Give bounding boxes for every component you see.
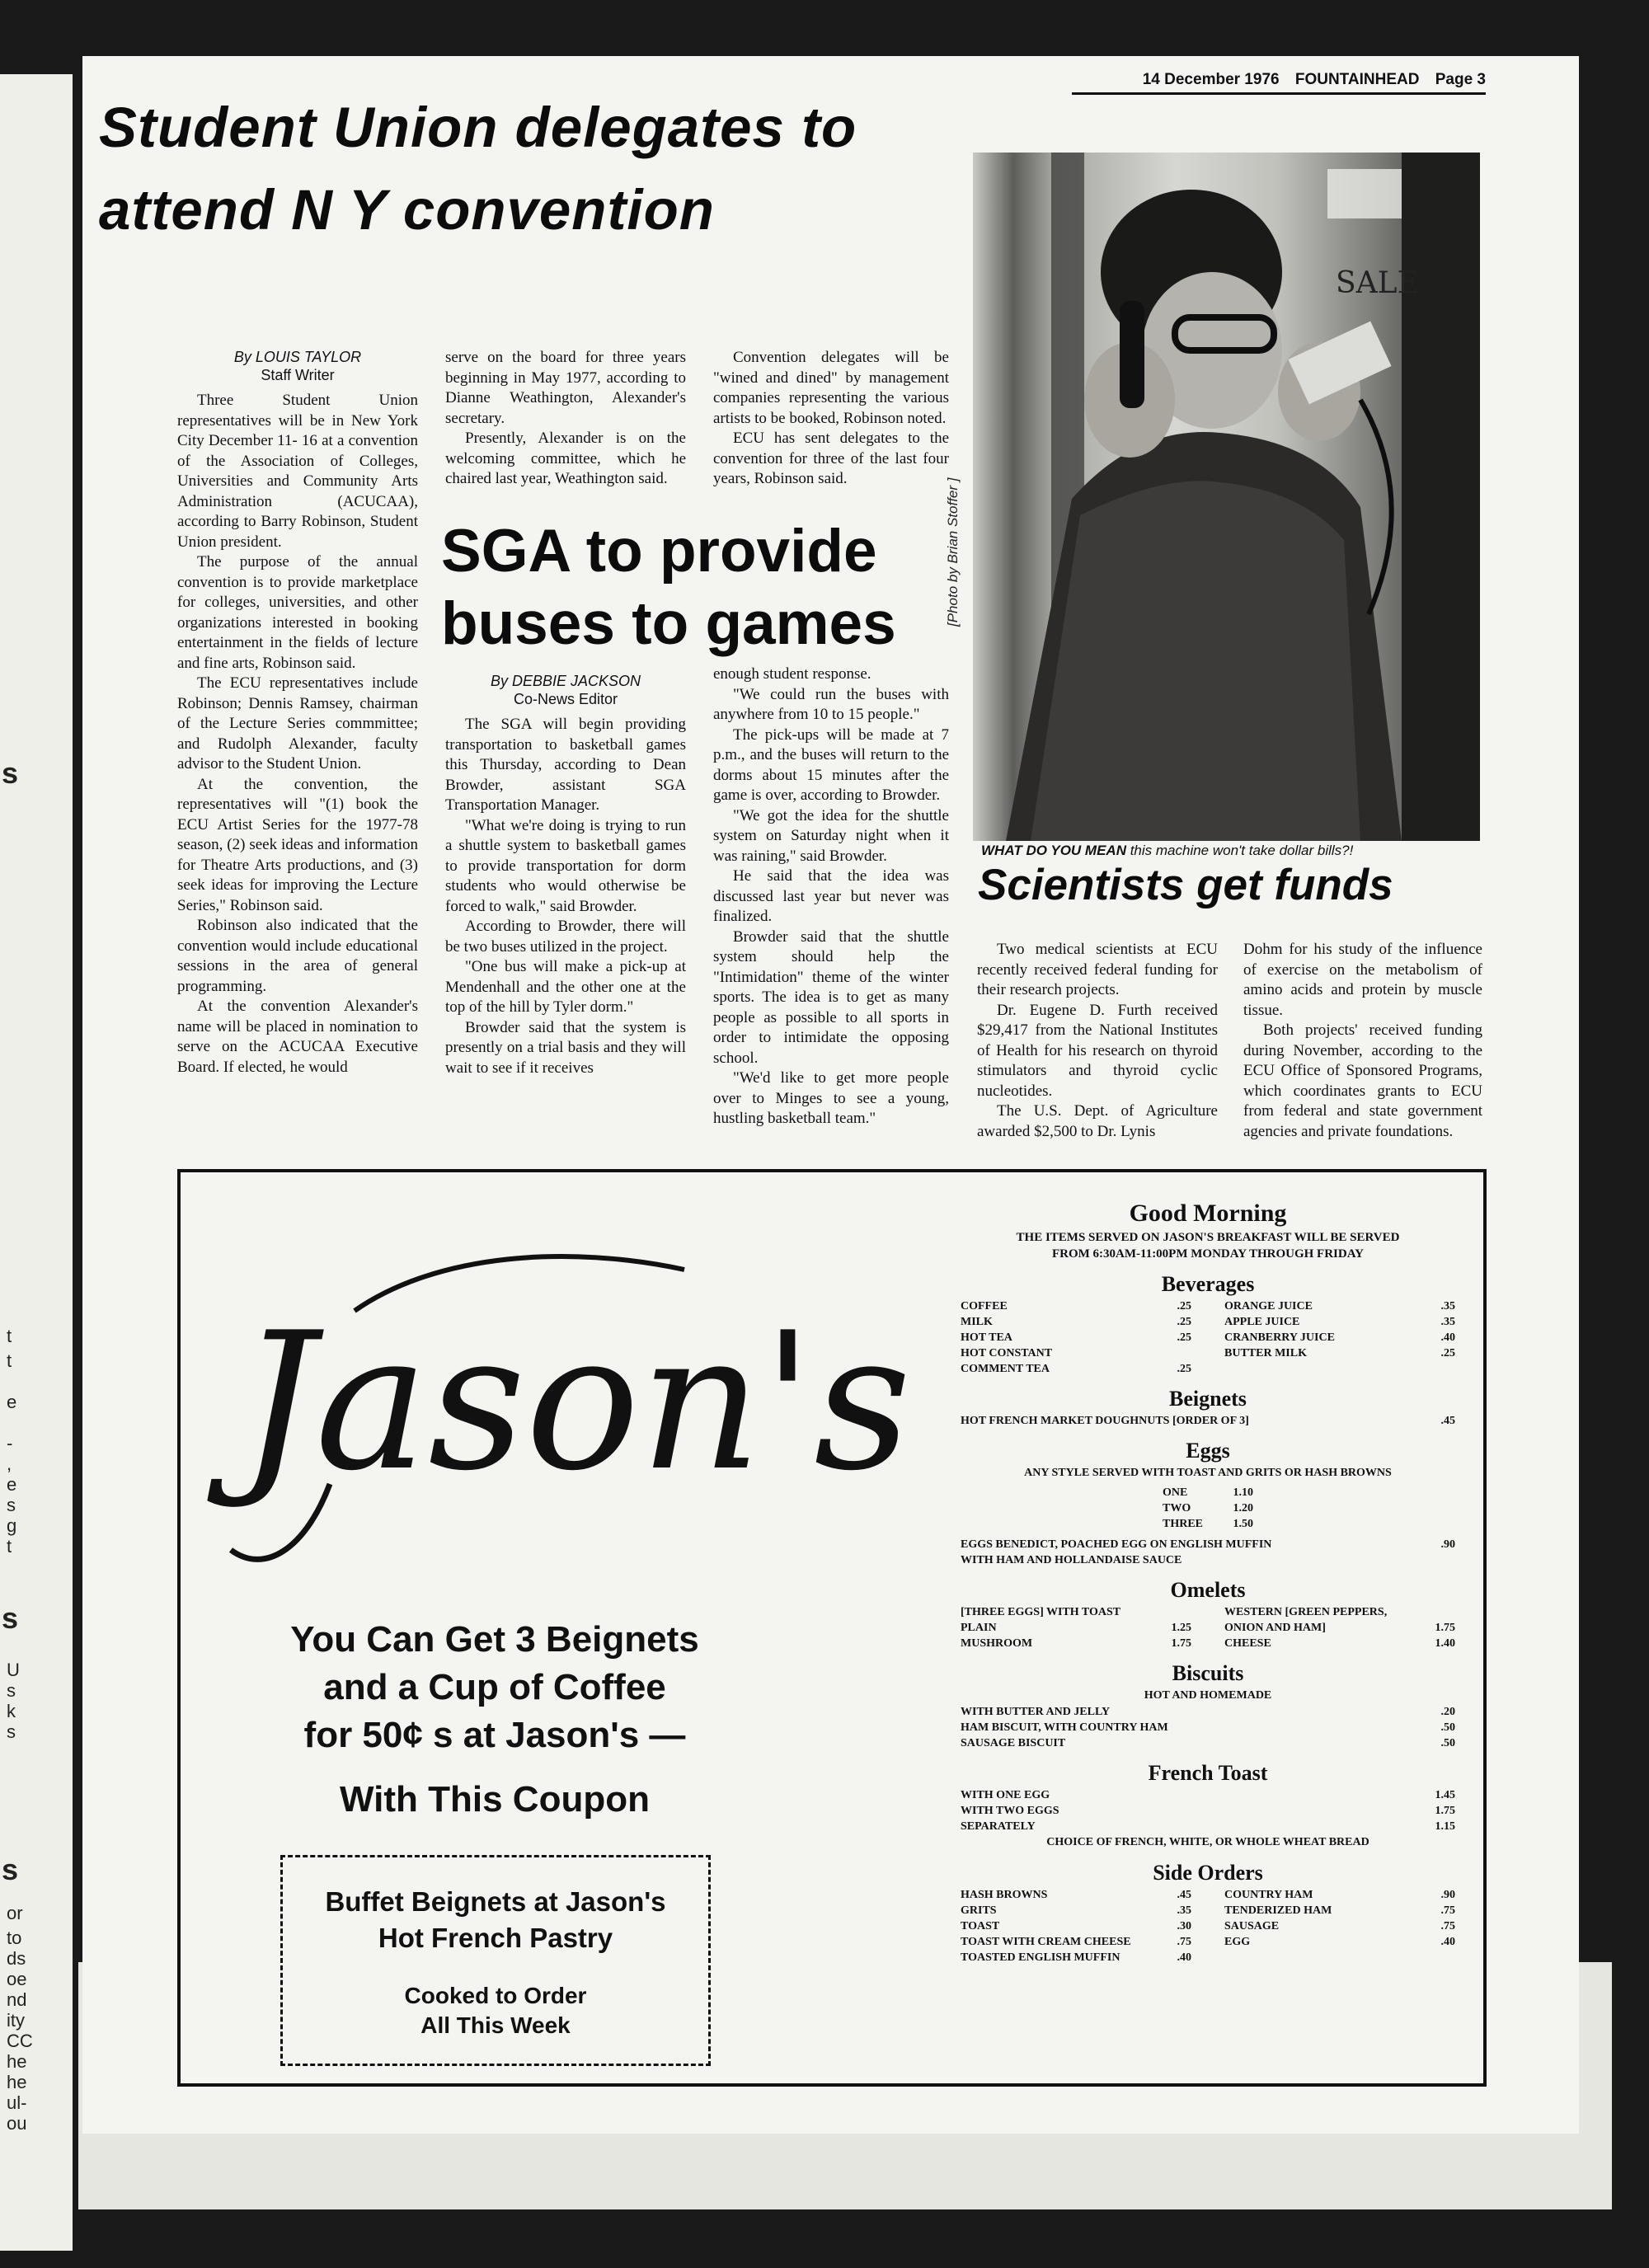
menu-item bbox=[961, 1735, 1455, 1751]
menu-item-name: TOASTED ENGLISH MUFFIN bbox=[961, 1951, 1120, 1964]
menu-item-price: 1.45 bbox=[1435, 1789, 1455, 1801]
union-paragraph: The purpose of the annual convention is to provide marketplace for colleges, universities, and other organizations interested in booking entertainment in the fields of lecture and fine arts, Robinson said. bbox=[177, 553, 418, 672]
menu-item-price: 1.50 bbox=[1233, 1518, 1253, 1530]
benedict-line: EGGS BENEDICT, POACHED EGG ON ENGLISH MUFFIN bbox=[961, 1538, 1272, 1551]
menu-item bbox=[961, 1620, 1191, 1636]
edge-fragment: or bbox=[7, 1903, 23, 1923]
masthead bbox=[1072, 71, 1486, 95]
masthead-date: 14 December 1976 bbox=[1142, 71, 1280, 88]
edge-fragment: ds bbox=[7, 1948, 26, 1969]
menu-item-price: 1.15 bbox=[1435, 1820, 1455, 1833]
menu-item bbox=[1224, 1314, 1455, 1330]
union-paragraph: At the convention, the representatives will "(1) book the ECU Artist Series for the 1977-78 season, (2) seek ideas and information for Theatre Arts productions, and (3) seek ideas for improving the Lecture Series," Robinson said. bbox=[177, 775, 418, 914]
edge-fragment: U bbox=[7, 1660, 20, 1680]
menu-item-name: SAUSAGE BISCUIT bbox=[961, 1737, 1066, 1749]
menu-item bbox=[961, 1787, 1455, 1803]
menu-item-name: GRITS bbox=[961, 1904, 997, 1917]
jasons-logo bbox=[223, 1220, 912, 1599]
eggs-subtitle: ANY STYLE SERVED WITH TOAST AND GRITS OR HASH BROWNS bbox=[1024, 1467, 1392, 1479]
side-orders-left bbox=[961, 1887, 1191, 1965]
menu-note: THE ITEMS SERVED ON JASON'S BREAKFAST WILL BE SERVED bbox=[1016, 1231, 1400, 1244]
menu-item-name: PLAIN bbox=[961, 1622, 997, 1634]
menu-item-name bbox=[961, 1537, 1271, 1568]
photo-caption bbox=[981, 843, 1476, 859]
menu-item-name: COFFEE bbox=[961, 1300, 1008, 1312]
sci-paragraph: Dr. Eugene D. Furth received $29,417 from the National Institutes of Health for his research on thyroid stimulators and thyroid cyclic nucleotides. bbox=[977, 1001, 1218, 1100]
union-paragraph: The ECU representatives include Robinson; Dennis Ramsey, chairman of the Lecture Series commmittee; and Rudolph Alexander, faculty advisor to the Student Union. bbox=[177, 674, 418, 772]
omelets-list bbox=[961, 1604, 1455, 1651]
sci-column-2 bbox=[1243, 940, 1482, 1142]
french-toast-note: CHOICE OF FRENCH, WHITE, OR WHOLE WHEAT BREAD bbox=[1046, 1836, 1369, 1848]
union-paragraph: Convention delegates will be "wined and dined" by management companies representing the various artists to be booked, Robinson noted. bbox=[713, 349, 949, 427]
menu-item-price: .35 bbox=[1440, 1316, 1455, 1328]
menu-item-price: .50 bbox=[1440, 1737, 1455, 1749]
menu-item bbox=[961, 1887, 1191, 1903]
side-orders-heading: Side Orders bbox=[1153, 1861, 1263, 1885]
menu-item-price bbox=[1158, 1604, 1191, 1620]
menu-item-price: .30 bbox=[1177, 1920, 1191, 1932]
menu-item-price: .45 bbox=[1440, 1415, 1455, 1427]
menu-item-price: .35 bbox=[1440, 1300, 1455, 1312]
menu-item-price: .75 bbox=[1177, 1936, 1191, 1948]
biscuits-list bbox=[961, 1704, 1455, 1751]
sga-paragraph: Browder said that the shuttle system should help the "Intimidation" theme of the winter sports. The idea is to get as many people as possible to all sports in order to intimidate the opposing school. bbox=[713, 927, 949, 1067]
menu-item bbox=[961, 1604, 1191, 1620]
union-paragraph: Three Student Union representatives will be in New York City December 11- 16 at a convention of the Association of Colleges, Universities and Community Arts Administration (ACUCAA), according to Barry Robinson, Student Union president. bbox=[177, 392, 418, 551]
menu-item bbox=[1224, 1620, 1455, 1636]
sale-sign-text: SALE bbox=[1336, 266, 1419, 300]
menu-item-price: .75 bbox=[1440, 1904, 1455, 1917]
side-orders-right bbox=[1224, 1887, 1455, 1965]
sga-paragraph: The pick-ups will be made at 7 p.m., and the buses will return to the dorms about 15 minutes after the game is over, according to Browder. bbox=[713, 725, 949, 804]
menu-item-name: WITH ONE EGG bbox=[961, 1789, 1050, 1801]
menu-item bbox=[1163, 1516, 1253, 1532]
union-column-3 bbox=[713, 348, 949, 490]
menu-item-name: HASH BROWNS bbox=[961, 1889, 1048, 1901]
french-toast-list bbox=[961, 1787, 1455, 1834]
edge-fragment: s bbox=[2, 1852, 19, 1886]
menu-item-price: .50 bbox=[1440, 1721, 1455, 1734]
edge-fragment: e bbox=[7, 1474, 17, 1495]
menu-item-name: COUNTRY HAM bbox=[1224, 1889, 1313, 1901]
sga-paragraph: "We'd like to get more people over to Minges to see a young, hustling basketball team." bbox=[713, 1069, 949, 1127]
menu-item-name: APPLE JUICE bbox=[1224, 1316, 1300, 1328]
beverages-right bbox=[1224, 1298, 1455, 1377]
menu-item-name: ONION AND HAM] bbox=[1224, 1622, 1326, 1634]
beverages-heading: Beverages bbox=[1161, 1272, 1255, 1296]
menu-item bbox=[961, 1803, 1455, 1819]
menu-item bbox=[961, 1314, 1191, 1330]
menu-item bbox=[961, 1704, 1455, 1720]
edge-fragment: t bbox=[7, 1536, 12, 1557]
sga-headline: SGA to provide buses to games bbox=[441, 518, 896, 657]
menu-item-name: THREE bbox=[1163, 1518, 1204, 1530]
menu-item-name: MILK bbox=[961, 1316, 993, 1328]
omelets-right bbox=[1224, 1604, 1455, 1651]
menu-item-name: TOAST WITH CREAM CHEESE bbox=[961, 1936, 1131, 1948]
menu-item-name: CHEESE bbox=[1224, 1637, 1271, 1650]
previous-page-edge bbox=[0, 74, 73, 2251]
masthead-page: Page 3 bbox=[1435, 71, 1486, 88]
menu-item-price: 1.75 bbox=[1435, 1805, 1455, 1817]
menu-item bbox=[961, 1819, 1455, 1834]
menu-item bbox=[961, 1934, 1191, 1950]
menu-item-price: 1.75 bbox=[1435, 1622, 1455, 1634]
edge-fragment: - bbox=[7, 1433, 13, 1453]
union-paragraph: serve on the board for three years beginning in May 1977, according to Dianne Weathington, Alexander's secretary. bbox=[445, 349, 686, 427]
sga-paragraph: According to Browder, there will be two buses utilized in the project. bbox=[445, 918, 686, 956]
sga-byline-title: Co-News Editor bbox=[513, 691, 618, 707]
union-paragraph: ECU has sent delegates to the convention for three of the last four years, Robinson said. bbox=[713, 430, 949, 487]
menu-item-price: 1.40 bbox=[1435, 1637, 1455, 1650]
menu-item bbox=[1224, 1604, 1455, 1620]
menu-item-name: [THREE EGGS] WITH TOAST bbox=[961, 1606, 1121, 1618]
photo-credit: [Photo by Brian Stoffer ] bbox=[945, 477, 961, 627]
menu-item bbox=[1224, 1934, 1455, 1950]
edge-fragment: g bbox=[7, 1515, 17, 1536]
sci-column-1 bbox=[977, 940, 1218, 1142]
edge-fragment: ou bbox=[7, 2113, 27, 2134]
edge-fragment: e bbox=[7, 1392, 17, 1412]
news-photo bbox=[973, 153, 1480, 841]
edge-fragment: ul- bbox=[7, 2092, 27, 2113]
edge-fragment: s bbox=[7, 1495, 16, 1515]
sga-paragraph: Browder said that the system is presently on a trial basis and they will wait to see if it receives bbox=[445, 1018, 686, 1077]
menu-item bbox=[961, 1636, 1191, 1651]
promo-line: for 50¢ s at Jason's — bbox=[303, 1715, 686, 1755]
menu-item-price: .25 bbox=[1177, 1331, 1191, 1344]
menu-item-name: WESTERN [GREEN PEPPERS, bbox=[1224, 1606, 1388, 1618]
edge-fragment: nd bbox=[7, 1989, 27, 2010]
menu-item-price bbox=[1422, 1604, 1455, 1620]
eggs-list bbox=[1163, 1485, 1253, 1532]
edge-fragment: s bbox=[7, 1721, 16, 1742]
sga-paragraph: He said that the idea was discussed last year but never was finalized. bbox=[713, 867, 949, 925]
menu-item-name: SEPARATELY bbox=[961, 1820, 1036, 1833]
menu-item bbox=[961, 1413, 1455, 1429]
menu-item bbox=[961, 1720, 1455, 1735]
edge-fragment: s bbox=[7, 1680, 16, 1701]
menu-item-name: HOT FRENCH MARKET DOUGHNUTS [ORDER OF 3] bbox=[961, 1415, 1249, 1427]
menu-item bbox=[1224, 1345, 1455, 1361]
sga-paragraph: "We could run the buses with anywhere from 10 to 15 people." bbox=[713, 685, 949, 723]
sga-column-1 bbox=[445, 672, 686, 1078]
menu-item-price: .90 bbox=[1440, 1538, 1455, 1551]
menu-item-name: WITH BUTTER AND JELLY bbox=[961, 1706, 1111, 1718]
sci-paragraph: Dohm for his study of the influence of exercise on the metabolism of amino acids and protein by muscle tissue. bbox=[1243, 941, 1482, 1019]
menu-item bbox=[961, 1918, 1191, 1934]
promo-text bbox=[206, 1616, 783, 1824]
menu-item-name: WITH TWO EGGS bbox=[961, 1805, 1059, 1817]
menu-item bbox=[961, 1330, 1191, 1345]
menu-item bbox=[1224, 1298, 1455, 1314]
menu-item-price: .75 bbox=[1440, 1920, 1455, 1932]
coupon-line: Hot French Pastry bbox=[378, 1923, 613, 1953]
menu-item bbox=[961, 1537, 1455, 1568]
edge-fragment: s bbox=[2, 756, 19, 790]
menu-item-name: ONE bbox=[1163, 1486, 1188, 1499]
menu-item-price: .25 bbox=[1177, 1300, 1191, 1312]
menu-item-name: BUTTER MILK bbox=[1224, 1347, 1307, 1359]
menu-item-price: .20 bbox=[1440, 1706, 1455, 1718]
caption-lead: WHAT DO YOU MEAN bbox=[981, 843, 1126, 858]
sga-paragraph: The SGA will begin providing transportation to basketball games this Thursday, according to Dean Browder, assistant SGA Transportation Manager. bbox=[445, 716, 686, 814]
eggs-heading: Eggs bbox=[1186, 1439, 1230, 1463]
beverages-left bbox=[961, 1298, 1191, 1377]
menu-item-name: HOT TEA bbox=[961, 1331, 1012, 1344]
menu-item-price: .25 bbox=[1177, 1363, 1191, 1375]
menu-item-price: .90 bbox=[1440, 1889, 1455, 1901]
menu-note: FROM 6:30AM-11:00PM MONDAY THROUGH FRIDAY bbox=[1051, 1247, 1365, 1261]
union-paragraph: At the convention Alexander's name will be placed in nomination to serve on the ACUCAA Executive Board. If elected, he would bbox=[177, 998, 418, 1076]
menu-item bbox=[1224, 1918, 1455, 1934]
edge-fragment: oe bbox=[7, 1969, 27, 1989]
side-orders-list bbox=[961, 1887, 1455, 1965]
edge-fragment: s bbox=[2, 1601, 19, 1635]
coupon-line: Buffet Beignets at Jason's bbox=[325, 1886, 666, 1917]
sci-paragraph: The U.S. Dept. of Agriculture awarded $2,500 to Dr. Lynis bbox=[977, 1102, 1218, 1140]
menu-item bbox=[961, 1298, 1191, 1314]
edge-fragment: t bbox=[7, 1326, 12, 1346]
menu-item-name: MUSHROOM bbox=[961, 1637, 1033, 1650]
menu-item-price bbox=[1158, 1345, 1191, 1361]
sga-paragraph: "We got the idea for the shuttle system on Saturday night when it was raining," said Browder. bbox=[713, 806, 949, 865]
beignets-heading: Beignets bbox=[1169, 1387, 1247, 1411]
menu-item-price: .25 bbox=[1440, 1347, 1455, 1359]
menu-item-price: .35 bbox=[1177, 1904, 1191, 1917]
benedict-line: WITH HAM AND HOLLANDAISE SAUCE bbox=[961, 1554, 1182, 1566]
menu-item-price: .40 bbox=[1440, 1936, 1455, 1948]
union-byline-name: By LOUIS TAYLOR bbox=[233, 349, 362, 365]
menu-item-name: COMMENT TEA bbox=[961, 1363, 1050, 1375]
menu-item-name: CRANBERRY JUICE bbox=[1224, 1331, 1335, 1344]
union-headline: Student Union delegates to attend N Y convention bbox=[99, 96, 857, 242]
menu-item bbox=[961, 1903, 1191, 1918]
edge-fragment: t bbox=[7, 1350, 12, 1371]
menu-item-name: ORANGE JUICE bbox=[1224, 1300, 1313, 1312]
edge-fragment: ity bbox=[7, 2010, 25, 2031]
menu-item-name: HAM BISCUIT, WITH COUNTRY HAM bbox=[961, 1721, 1168, 1734]
menu-item-name: TOAST bbox=[961, 1920, 1000, 1932]
coupon[interactable] bbox=[280, 1855, 711, 2066]
coupon-title bbox=[283, 1884, 708, 1956]
biscuits-subtitle: HOT AND HOMEMADE bbox=[1144, 1689, 1272, 1702]
menu-title: Good Morning bbox=[1129, 1200, 1287, 1227]
coupon-line: All This Week bbox=[420, 2012, 571, 2038]
sci-headline: Scientists get funds bbox=[978, 861, 1393, 909]
menu-item-price: .40 bbox=[1440, 1331, 1455, 1344]
beverages-list bbox=[961, 1298, 1455, 1377]
sga-paragraph: "One bus will make a pick-up at Mendenhall and the other one at the top of the hill by Tyler dorm." bbox=[445, 958, 686, 1016]
menu-item-price: 1.20 bbox=[1233, 1502, 1253, 1514]
caption-rest: this machine won't take dollar bills?! bbox=[1125, 843, 1354, 858]
sci-paragraph: Two medical scientists at ECU recently received federal funding for their research projects. bbox=[977, 941, 1218, 998]
omelets-heading: Omelets bbox=[1170, 1578, 1246, 1602]
menu-item-name: EGG bbox=[1224, 1936, 1251, 1948]
menu-item bbox=[961, 1950, 1191, 1965]
menu-item bbox=[1163, 1500, 1253, 1516]
menu-item bbox=[1224, 1330, 1455, 1345]
union-byline bbox=[177, 348, 418, 384]
sga-paragraph: "What we're doing is trying to run a shuttle system to basketball games to provide transportation for dorm students who would otherwise be forced to walk," said Browder. bbox=[445, 816, 686, 915]
french-toast-heading: French Toast bbox=[1148, 1761, 1268, 1785]
menu-item-price: .40 bbox=[1177, 1951, 1191, 1964]
union-byline-title: Staff Writer bbox=[261, 367, 335, 383]
menu-item-name: TENDERIZED HAM bbox=[1224, 1904, 1332, 1917]
menu-item-price: .25 bbox=[1177, 1316, 1191, 1328]
menu-item bbox=[961, 1345, 1191, 1361]
logo-text: Jason's bbox=[239, 1293, 912, 1513]
menu-item bbox=[1224, 1887, 1455, 1903]
union-column-2 bbox=[445, 348, 686, 490]
menu-item bbox=[1224, 1636, 1455, 1651]
menu-item bbox=[1224, 1903, 1455, 1918]
union-column-1 bbox=[177, 348, 418, 1078]
promo-line: With This Coupon bbox=[340, 1779, 650, 1820]
menu-item-price: .45 bbox=[1177, 1889, 1191, 1901]
breakfast-menu bbox=[961, 1198, 1455, 1965]
menu-item-price: 1.25 bbox=[1171, 1622, 1191, 1634]
menu-item bbox=[961, 1361, 1191, 1377]
edge-fragment: , bbox=[7, 1453, 12, 1474]
menu-item-price: 1.10 bbox=[1233, 1486, 1253, 1499]
sga-byline-name: By DEBBIE JACKSON bbox=[490, 673, 641, 689]
union-paragraph: Robinson also indicated that the convention would include educational sessions in the area of general programming. bbox=[177, 917, 418, 995]
edge-fragment: k bbox=[7, 1701, 16, 1721]
sci-paragraph: Both projects' received funding during November, according to the ECU Office of Sponsored Programs, which coordinates grants to ECU from federal and state government agencies and private foundations. bbox=[1243, 1021, 1482, 1140]
edge-fragment: he bbox=[7, 2072, 27, 2092]
promo-line: and a Cup of Coffee bbox=[323, 1667, 666, 1707]
menu-item bbox=[1163, 1485, 1253, 1500]
menu-item-name: SAUSAGE bbox=[1224, 1920, 1280, 1932]
masthead-paper: FOUNTAINHEAD bbox=[1294, 71, 1420, 88]
sga-byline bbox=[445, 672, 686, 708]
menu-item-name: TWO bbox=[1163, 1502, 1191, 1514]
biscuits-heading: Biscuits bbox=[1172, 1661, 1244, 1685]
edge-fragment: he bbox=[7, 2051, 27, 2072]
coupon-subtitle bbox=[283, 1981, 708, 2040]
menu-item-price: 1.75 bbox=[1171, 1637, 1191, 1650]
promo-line: You Can Get 3 Beignets bbox=[290, 1619, 699, 1660]
sga-paragraph: enough student response. bbox=[713, 665, 871, 683]
union-paragraph: Presently, Alexander is on the welcoming committee, which he chaired last year, Weathington said. bbox=[445, 430, 686, 487]
omelets-left bbox=[961, 1604, 1191, 1651]
edge-fragment: CC bbox=[7, 2031, 33, 2051]
edge-fragment: to bbox=[7, 1928, 22, 1948]
phone-booth-photo bbox=[973, 153, 1480, 841]
menu-item-name: HOT CONSTANT bbox=[961, 1347, 1053, 1359]
coupon-line: Cooked to Order bbox=[404, 1983, 587, 2008]
sga-column-2 bbox=[713, 664, 949, 1129]
